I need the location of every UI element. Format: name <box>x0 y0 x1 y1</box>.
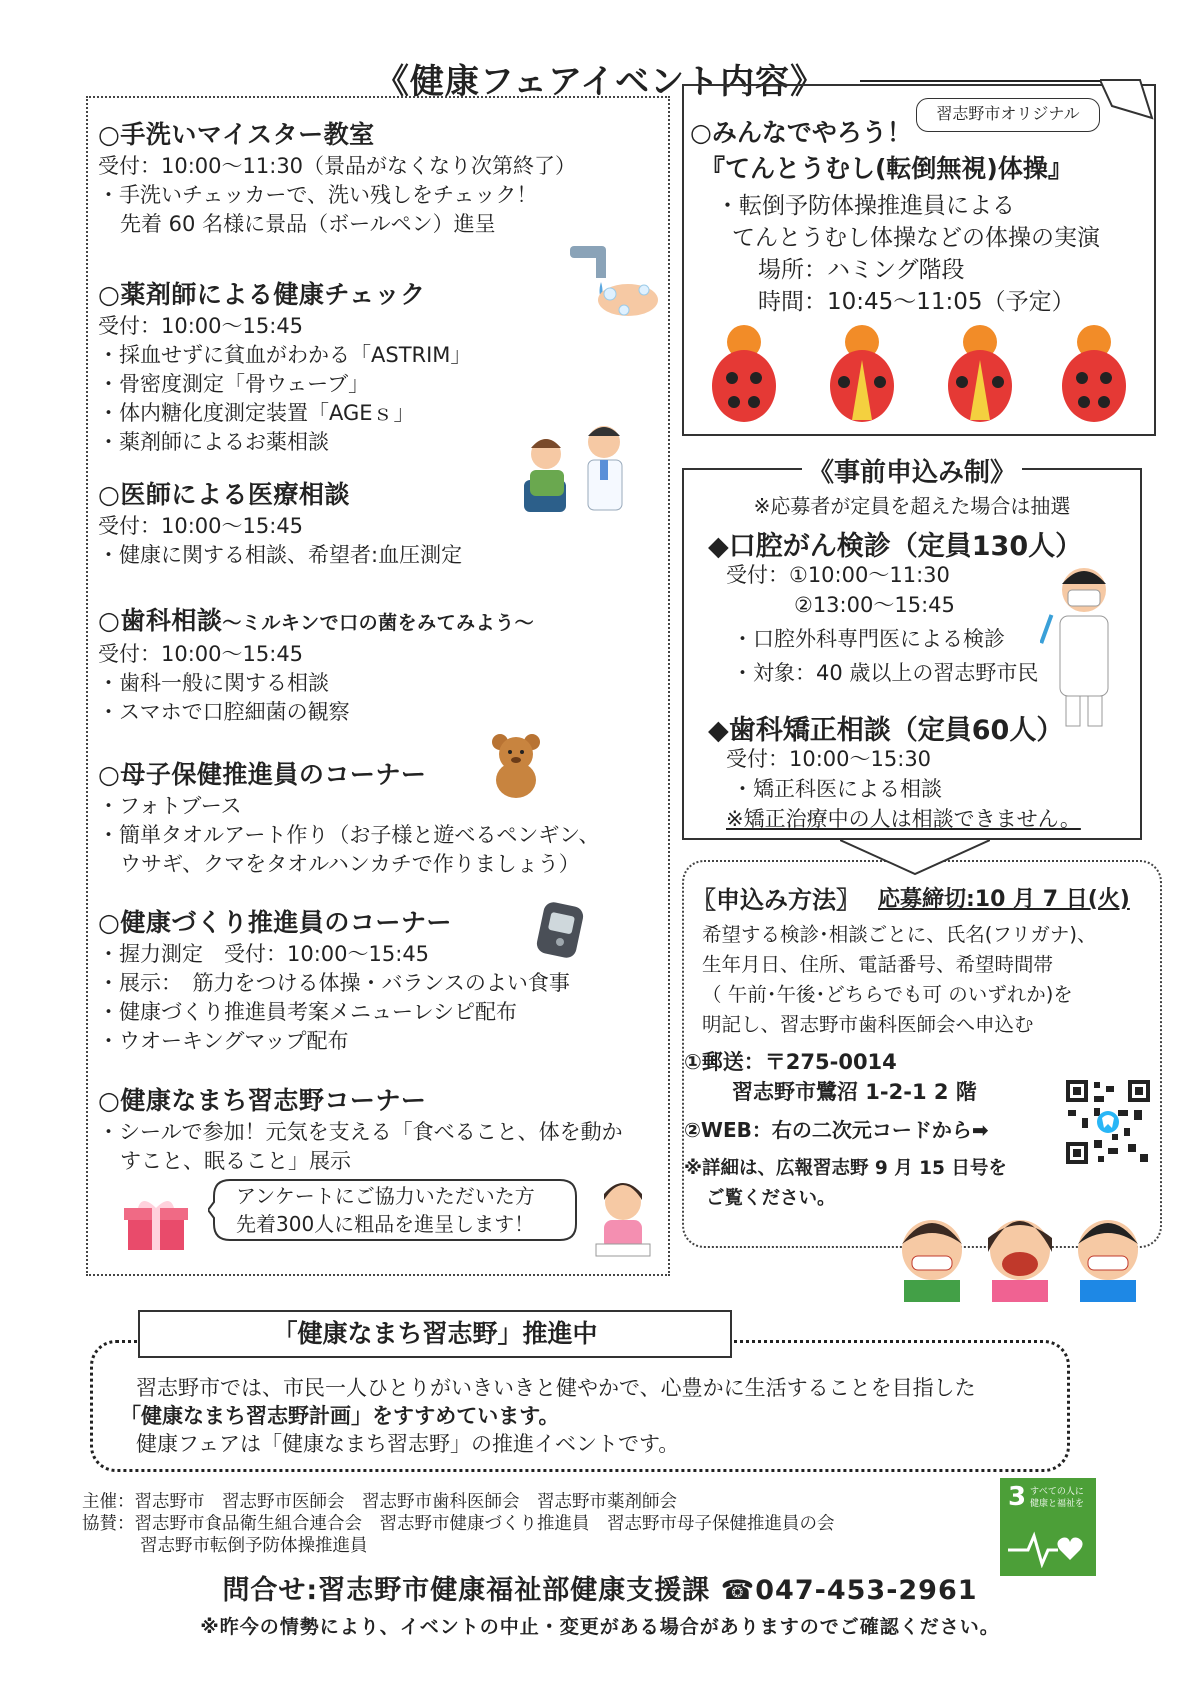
handwash-title: ○手洗いマイスター教室 <box>98 120 375 149</box>
orthodontic-line: ・矯正科医による相談 <box>732 777 942 801</box>
sdg-goal-3-badge <box>1000 1478 1096 1576</box>
ladybug-characters-icon <box>688 320 1148 428</box>
maternal-section <box>98 758 668 879</box>
lottery-note: ※応募者が定員を超えた場合は抽選 <box>753 494 1071 518</box>
down-arrow-icon <box>840 838 990 878</box>
bubble-line: 先着300人に粗品を進呈します！ <box>236 1212 535 1236</box>
gift-box-icon <box>122 1196 190 1254</box>
application-description <box>702 920 1097 1040</box>
girl-writing-icon <box>592 1176 654 1260</box>
orthodontic-line: ※矯正治療中の人は相談できません。 <box>726 807 1081 831</box>
healthy-town-line: 健康フェアは「健康なまち習志野」の推進イベントです。 <box>136 1432 680 1456</box>
detail-line: ※詳細は、広報習志野 9 月 15 日号を <box>684 1158 1007 1179</box>
application-line: （ 午前･午後･どちらでも可 のいずれか)を <box>702 983 1073 1006</box>
detail-note <box>684 1154 1007 1214</box>
doctor-line: ・健康に関する相談、希望者:血圧測定 <box>98 543 463 567</box>
pharmacist-title: ○薬剤師による健康チェック <box>98 280 426 309</box>
town-title: ○健康なまち習志野コーナー <box>98 1086 427 1115</box>
sdg-label <box>1030 1486 1084 1510</box>
dental-line: 受付：10:00～15:45 <box>98 642 304 666</box>
bubble-text <box>236 1182 535 1238</box>
sdg-number: 3 <box>1008 1482 1027 1512</box>
healthy-town-line: 習志野市では、市民一人ひとりがいきいきと健やかで、心豊かに生活することを目指した <box>136 1376 976 1400</box>
orthodontic-line: 受付：10:00～15:30 <box>726 747 932 771</box>
health-promo-line: ・ウオーキングマップ配布 <box>98 1029 349 1053</box>
town-line: ・シールで参加！元気を支える「食べること、体を動か <box>98 1120 623 1144</box>
advance-registration-title-text: 《事前申込み制》 <box>802 458 1022 488</box>
notice-line: ※昨今の情勢により、イベントの中止・変更がある場合がありますのでご確認ください。 <box>200 1616 1000 1638</box>
dental-section <box>98 604 668 727</box>
handwash-section <box>98 118 668 239</box>
town-section <box>98 1084 668 1176</box>
tentoumushi-subtitle: 『てんとうむし(転倒無視)体操』 <box>700 154 1073 183</box>
tentoumushi-line: 時間：10:45～11:05（予定） <box>758 289 1075 315</box>
dental-line: ・歯科一般に関する相談 <box>98 671 329 695</box>
title-rule <box>860 80 1120 82</box>
doctor-title: ○医師による医療相談 <box>98 480 350 509</box>
oral-cancer-title: ◆口腔がん検診（定員130人） <box>708 531 1083 562</box>
health-promo-line: ・握力測定 受付：10:00～15:45 <box>98 942 430 966</box>
handwash-line: 受付：10:00～11:30（景品がなくなり次第終了） <box>98 154 577 178</box>
sdg-label-line: 健康と福祉を <box>1030 1499 1085 1509</box>
page-title: 《健康フェアイベント内容》 <box>374 62 826 102</box>
health-promo-title: ○健康づくり推進員のコーナー <box>98 908 452 937</box>
tentoumushi-title: ○みんなでやろう！ <box>690 118 912 147</box>
pharmacist-line: ・体内糖化度測定装置「AGEｓ」 <box>98 401 415 425</box>
application-line: 希望する検診･相談ごとに、氏名(フリガナ)、 <box>702 923 1097 946</box>
original-tag: 習志野市オリジナル <box>916 98 1100 132</box>
contact-line: 問合せ:習志野市健康福祉部健康支援課 ☎047-453-2961 <box>222 1575 978 1606</box>
mail-label: ①郵送：〒275-0014 <box>684 1050 897 1074</box>
doctor-line: 受付：10:00～15:45 <box>98 514 304 538</box>
bubble-line: アンケートにご協力いただいた方 <box>236 1184 535 1208</box>
tentoumushi-lines <box>716 190 1100 318</box>
dental-title-sub: ～ミルキンで口の菌をみてみよう～ <box>222 612 535 634</box>
tentoumushi-line: ・転倒予防体操推進員による <box>716 193 1015 219</box>
pharmacist-line: ・骨密度測定「骨ウェーブ」 <box>98 372 370 396</box>
detail-line: ご覧ください。 <box>706 1188 836 1209</box>
maternal-line: ウサギ、クマをタオルハンカチで作りましょう） <box>120 852 580 876</box>
oral-cancer-line: ・口腔外科専門医による検診 <box>732 627 1005 651</box>
oral-cancer-line: ②13:00～15:45 <box>794 593 955 617</box>
maternal-title: ○母子保健推進員のコーナー <box>98 760 427 789</box>
pharmacist-line: ・採血せずに貧血がわかる「ASTRIM」 <box>98 343 472 367</box>
oral-cancer-line: ・対象：40 歳以上の習志野市民 <box>732 661 1039 685</box>
tentoumushi-line: 場所：ハミング階段 <box>758 257 965 283</box>
doctor-section <box>98 478 668 570</box>
heartbeat-heart-icon <box>1008 1526 1088 1568</box>
grip-meter-icon <box>530 898 590 962</box>
town-line: すこと、眠ること」展示 <box>120 1149 351 1173</box>
sponsor-line: 主催：習志野市 習志野市医師会 習志野市歯科医師会 習志野市薬剤師会 <box>82 1492 677 1512</box>
smiling-children-icon <box>886 1208 1156 1302</box>
health-promo-line: ・展示： 筋力をつける体操・バランスのよい食事 <box>98 971 570 995</box>
support-line: 習志野市転倒予防体操推進員 <box>140 1536 368 1556</box>
web-label: ②WEB：右の二次元コードから➡ <box>684 1118 989 1142</box>
orthodontic-title: ◆歯科矯正相談（定員60人） <box>708 715 1064 746</box>
advance-registration-title <box>682 452 1142 489</box>
pharmacist-line: 受付：10:00～15:45 <box>98 314 304 338</box>
handwash-line: ・手洗いチェッカーで、洗い残しをチェック！ <box>98 183 538 207</box>
dental-title <box>98 604 668 640</box>
oral-cancer-line: 受付：①10:00～11:30 <box>726 563 950 587</box>
application-line: 明記し、習志野市歯科医師会へ申込む <box>702 1013 1034 1036</box>
teddy-bear-icon <box>486 730 546 800</box>
tentoumushi-line: てんとうむし体操などの体操の実演 <box>732 225 1100 251</box>
page-curl-icon <box>1100 78 1154 124</box>
qr-code-icon[interactable] <box>1064 1078 1152 1166</box>
application-title: 〖申込み方法〗 <box>692 886 860 914</box>
application-deadline: 応募締切:10 月 7 日(火) <box>878 887 1130 912</box>
dental-line: ・スマホで口腔細菌の観察 <box>98 700 350 724</box>
dentist-icon <box>1040 560 1120 730</box>
maternal-line: ・フォトブース <box>98 794 242 818</box>
sdg-label-line: すべての人に <box>1030 1487 1084 1497</box>
handwash-line: 先着 60 名様に景品（ボールペン）進呈 <box>120 212 496 236</box>
dental-title-main: ○歯科相談 <box>98 606 223 635</box>
application-line: 生年月日、住所、電話番号、希望時間帯 <box>702 953 1054 976</box>
support-line: 協賛：習志野市食品衛生組合連合会 習志野市健康づくり推進員 習志野市母子保健推進員の会 <box>82 1514 835 1534</box>
maternal-line: ・簡単タオルアート作り（お子様と遊べるペンギン、 <box>98 823 600 847</box>
health-promo-line: ・健康づくり推進員考案メニューレシピ配布 <box>98 1000 518 1024</box>
healthy-town-line: 「健康なまち習志野計画」をすすめています。 <box>120 1404 560 1428</box>
pharmacist-line: ・薬剤師によるお薬相談 <box>98 430 329 454</box>
mail-address: 習志野市鷺沼 1-2-1 2 階 <box>732 1080 977 1104</box>
healthy-town-banner: 「健康なまち習志野」推進中 <box>138 1310 732 1358</box>
